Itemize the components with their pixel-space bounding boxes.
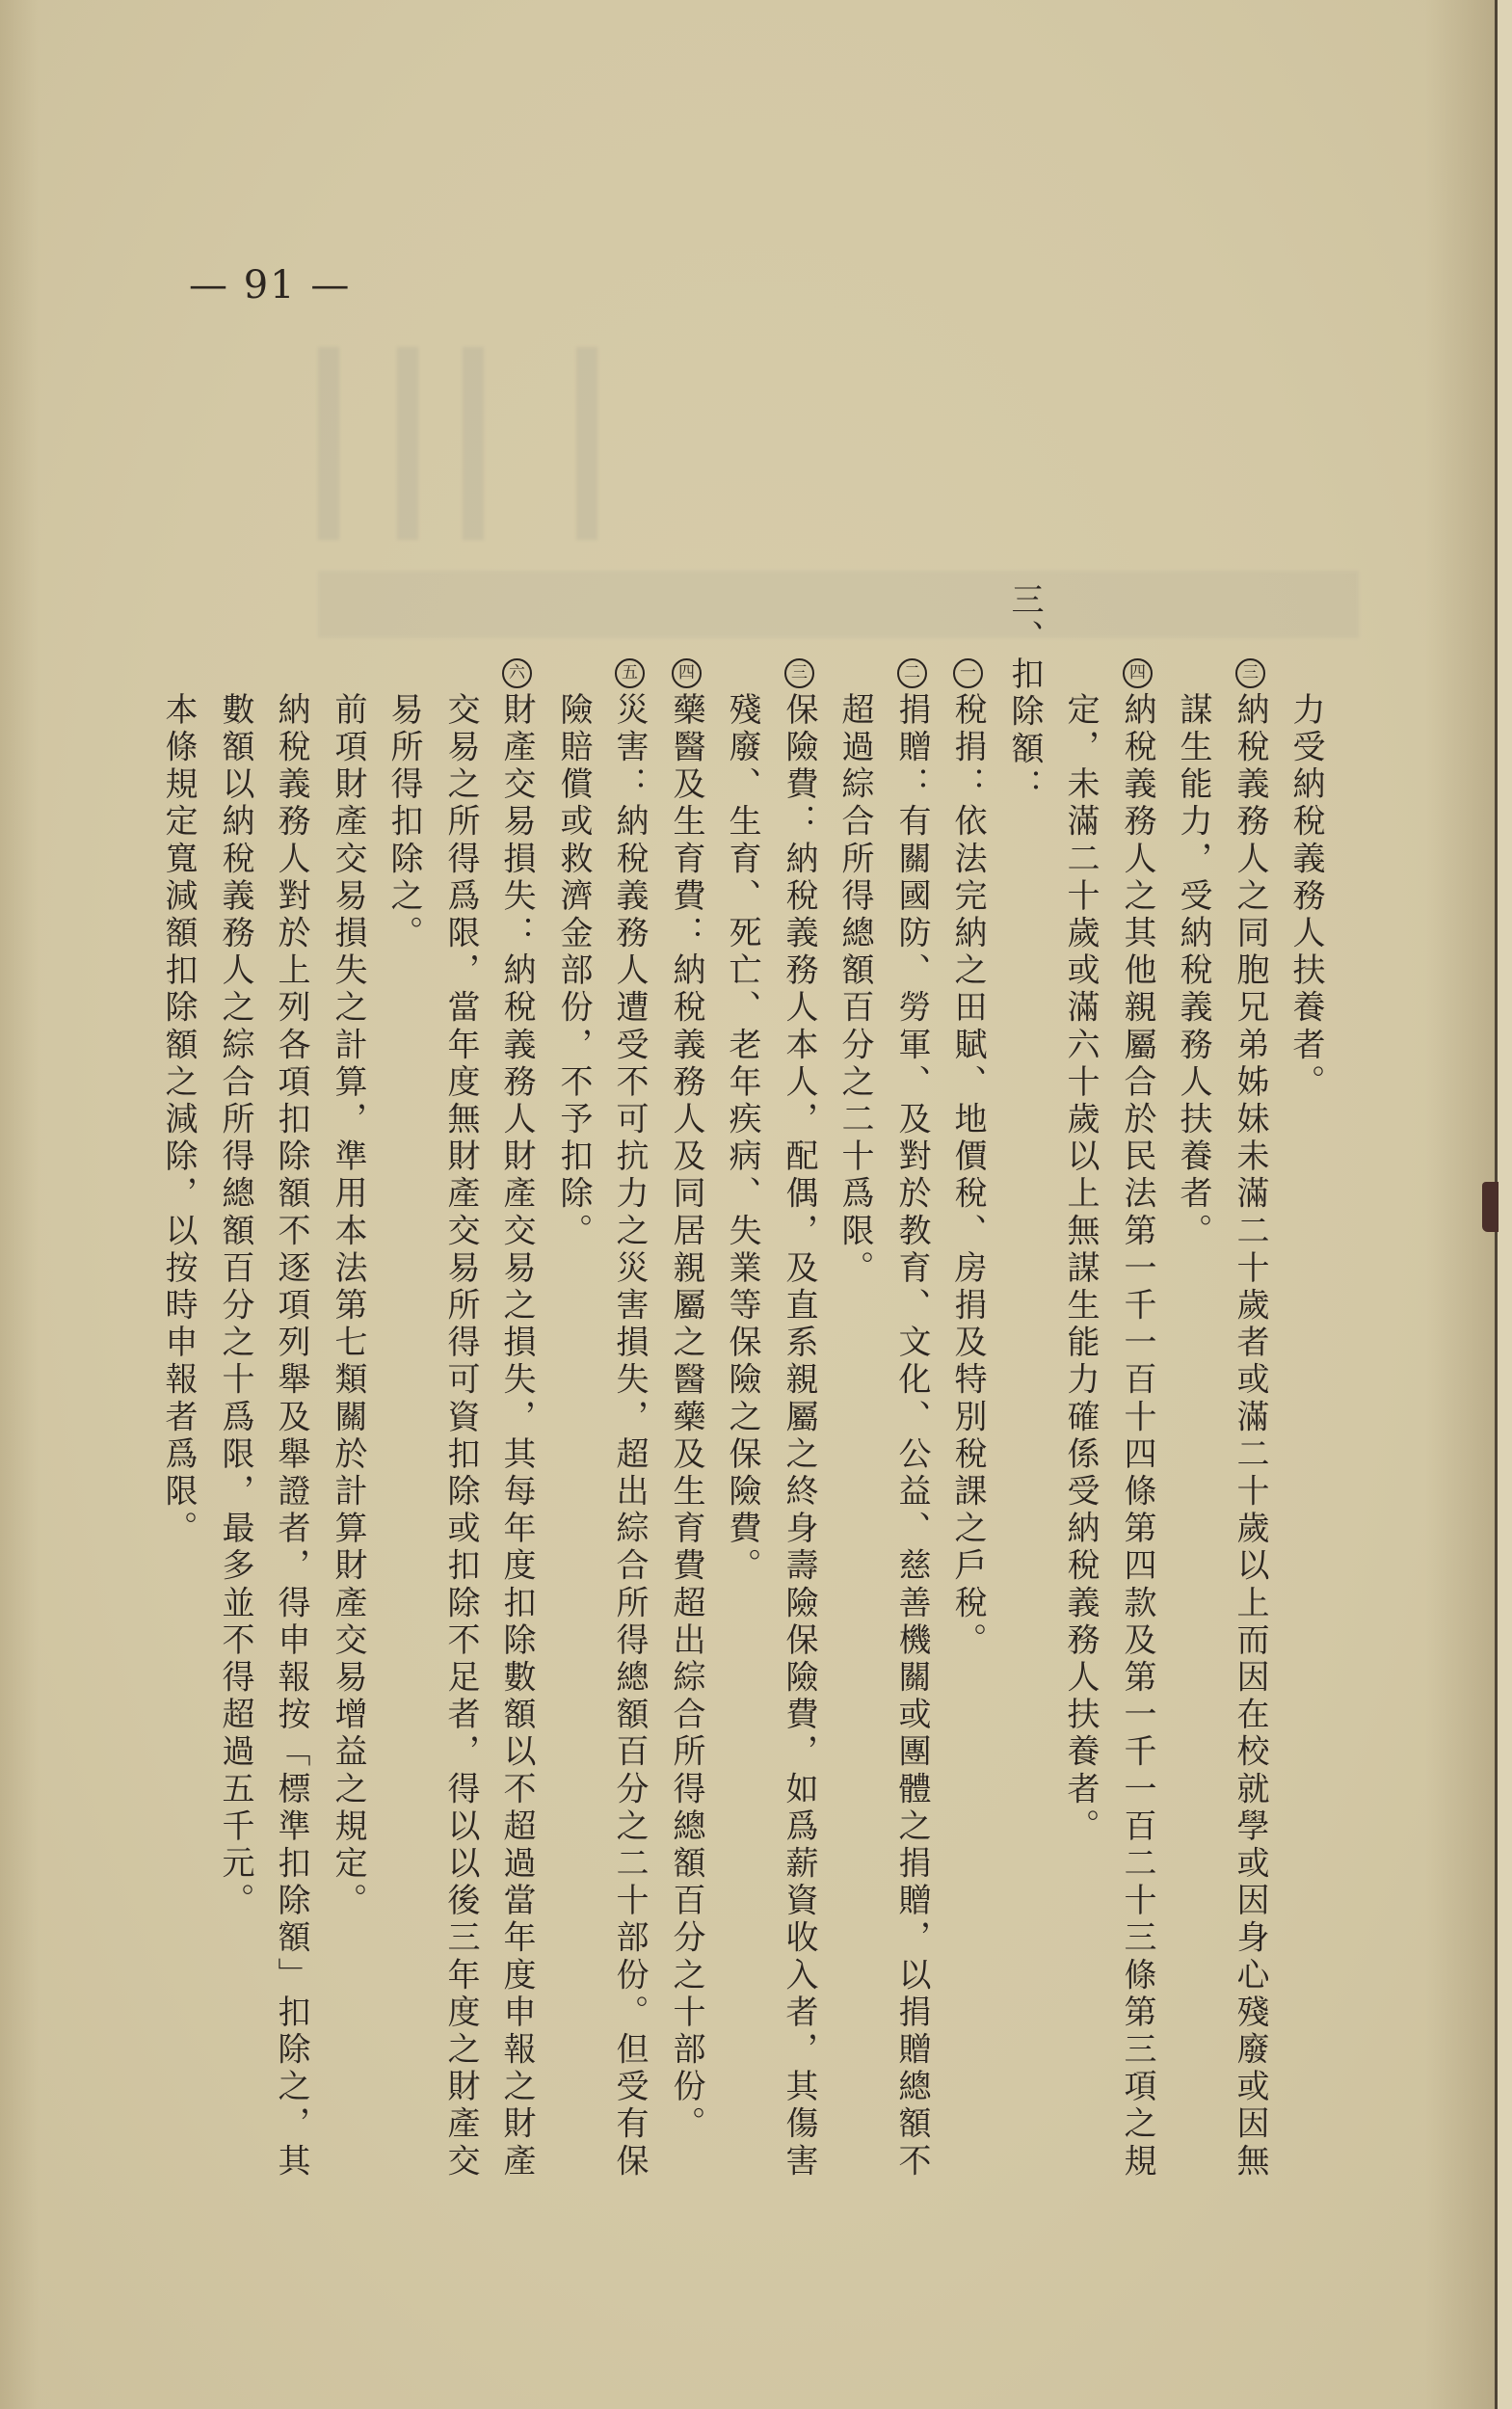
page-edge-tear bbox=[1482, 1182, 1499, 1232]
bleed-through-text bbox=[576, 347, 597, 540]
circled-numeral-marker: 六 bbox=[502, 658, 532, 688]
text-column: 稅捐：依法完納之田賦、地價稅、房捐及特別稅課之戶稅。 bbox=[948, 692, 987, 1660]
bleed-through-text bbox=[318, 347, 339, 540]
paragraph-column: 納稅義務人對於上列各項扣除額不逐項列舉及舉證者，得申報按「標準扣除額」扣除之，其 bbox=[272, 692, 310, 2181]
paragraph-column: 數額以納稅義務人之綜合所得總額百分之十爲限，最多並不得超過五千元。 bbox=[216, 692, 254, 1920]
text-column: 納稅義務人之其他親屬合於民法第一千一百十四條第四款及第一千一百二十三條第三項之規 bbox=[1118, 692, 1156, 2181]
circled-numeral-marker: 二 bbox=[897, 658, 927, 688]
circled-numeral-marker: 三 bbox=[1235, 658, 1265, 688]
text-column: 超過綜合所得總額百分之二十爲限。 bbox=[836, 692, 874, 1288]
text-column: 易所得扣除之。 bbox=[385, 692, 423, 953]
text-column: 納稅義務人之同胞兄弟姊妹未滿二十歲者或滿二十歲以上而因在校就學或因身心殘廢或因無 bbox=[1231, 692, 1269, 2181]
circled-numeral-marker: 一 bbox=[953, 658, 983, 688]
bleed-through-text bbox=[397, 347, 418, 540]
bleed-through-text bbox=[463, 347, 484, 540]
paragraph-column: 前項財產交易損失之計算，準用本法第七類關於計算財產交易增益之規定。 bbox=[329, 692, 367, 1920]
text-column: 定，未滿二十歲或滿六十歲以上無謀生能力確係受納稅義務人扶養者。 bbox=[1061, 692, 1100, 1846]
text-column: 殘廢、生育、死亡、老年疾病、失業等保險之保險費。 bbox=[723, 692, 761, 1586]
text-column: 謀生能力，受納稅義務人扶養者。 bbox=[1174, 692, 1212, 1250]
text-column: 險賠償或救濟金部份，不予扣除。 bbox=[554, 692, 593, 1250]
section-heading: 三、扣除額： bbox=[1005, 582, 1044, 806]
circled-numeral-marker: 四 bbox=[1123, 658, 1153, 688]
circled-numeral-marker: 三 bbox=[784, 658, 814, 688]
text-column: 藥醫及生育費：納稅義務人及同居親屬之醫藥及生育費超出綜合所得總額百分之十部份。 bbox=[667, 692, 705, 2144]
circled-numeral-marker: 五 bbox=[615, 658, 645, 688]
text-column: 捐贈：有關國防、勞軍、及對於教育、文化、公益、慈善機關或團體之捐贈，以捐贈總額不 bbox=[892, 692, 931, 2181]
text-column-continuation: 力受納稅義務人扶養者。 bbox=[1287, 692, 1325, 1102]
text-column: 災害：納稅義務人遭受不可抗力之災害損失，超出綜合所得總額百分之二十部份。但受有保 bbox=[610, 692, 649, 2181]
text-column: 保險費：納稅義務人本人，配偶，及直系親屬之終身壽險保險費，如爲薪資收入者，其傷害 bbox=[780, 692, 818, 2181]
circled-numeral-marker: 四 bbox=[672, 658, 702, 688]
adjacent-page-edge bbox=[1498, 0, 1512, 2409]
page-number: — 91 — bbox=[189, 263, 352, 308]
paragraph-column: 本條規定寬減額扣除額之減除，以按時申報者爲限。 bbox=[159, 692, 198, 1548]
text-column: 交易之所得爲限，當年度無財產交易所得可資扣除或扣除不足者，得以以後三年度之財產交 bbox=[441, 692, 480, 2181]
text-column: 財產交易損失：納稅義務人財產交易之損失，其每年度扣除數額以不超過當年度申報之財產 bbox=[497, 692, 536, 2181]
bleed-through-text bbox=[318, 571, 1359, 638]
